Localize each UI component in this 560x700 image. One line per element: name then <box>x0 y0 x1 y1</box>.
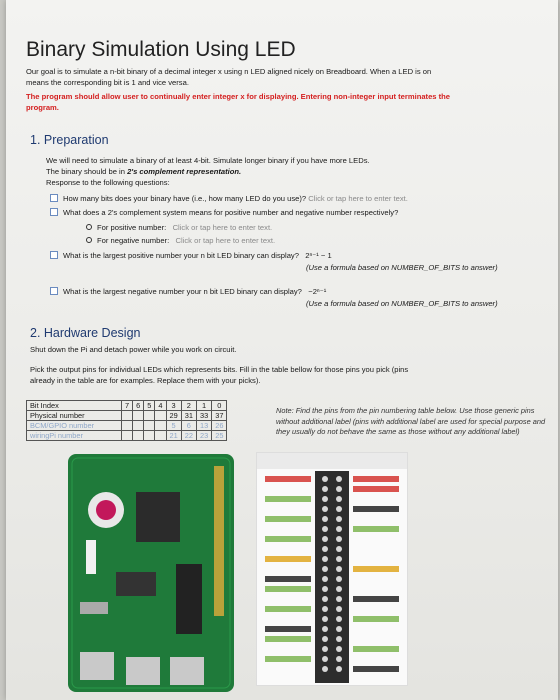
question-3-hint: (Use a formula based on NUMBER_OF_BITS to answer) <box>306 263 498 272</box>
table-cell[interactable] <box>122 411 133 421</box>
table-cell[interactable]: 25 <box>212 431 227 441</box>
bullet-icon <box>86 224 92 230</box>
checkbox[interactable] <box>50 287 58 295</box>
table-cell[interactable] <box>144 421 155 431</box>
intro-warning-2: program. <box>26 103 59 112</box>
question-1: How many bits does your binary have (i.e., how many LED do you use)? Click or tap here to enter text. <box>50 193 408 204</box>
table-cell[interactable] <box>122 431 133 441</box>
table-cell[interactable]: 3 <box>166 401 181 411</box>
table-cell[interactable]: 23 <box>196 431 211 441</box>
section-heading-preparation: 1. Preparation <box>30 133 109 147</box>
table-cell[interactable] <box>133 421 144 431</box>
section-heading-hardware: 2. Hardware Design <box>30 326 141 340</box>
pin-table <box>26 400 227 441</box>
checkbox[interactable] <box>50 251 58 259</box>
checkbox[interactable] <box>50 208 58 216</box>
table-cell[interactable]: 4 <box>155 401 166 411</box>
table-row <box>27 421 227 431</box>
table-cell[interactable] <box>155 421 166 431</box>
table-cell[interactable]: 21 <box>166 431 181 441</box>
table-cell[interactable] <box>144 411 155 421</box>
hw-line-1: Shut down the Pi and detach power while you work on circuit. <box>30 345 237 354</box>
negative-answer-row: For negative number: Click or tap here to enter text. <box>86 235 275 246</box>
positive-answer-row: For positive number: Click or tap here to enter text. <box>86 222 272 233</box>
gpio-pinout-diagram <box>257 453 407 685</box>
table-cell[interactable]: 33 <box>196 411 211 421</box>
question-4: What is the largest negative number your n bit LED binary can display? −2ⁿ⁻¹ <box>50 286 326 297</box>
answer-field[interactable]: Click or tap here to enter text. <box>172 223 273 232</box>
intro-warning-1: The program should allow user to continually enter integer x for displaying. Entering non-integer input terminates the <box>26 92 451 101</box>
pin-numbering-image <box>256 452 408 686</box>
table-cell[interactable]: 6 <box>181 421 196 431</box>
answer-formula[interactable]: −2ⁿ⁻¹ <box>308 287 327 296</box>
table-row <box>27 411 227 421</box>
prep-line-1: We will need to simulate a binary of at least 4-bit. Simulate longer binary if you have more LEDs. <box>46 156 370 165</box>
intro-line-2: means the corresponding bit is 1 and vice versa. <box>26 78 189 87</box>
table-cell[interactable] <box>133 411 144 421</box>
table-cell[interactable] <box>144 431 155 441</box>
table-cell[interactable]: 0 <box>212 401 227 411</box>
table-cell[interactable]: 22 <box>181 431 196 441</box>
table-cell[interactable]: 31 <box>181 411 196 421</box>
prep-line-3: Response to the following questions: <box>46 178 170 187</box>
table-cell[interactable]: 1 <box>196 401 211 411</box>
table-cell[interactable]: 2 <box>181 401 196 411</box>
raspberry-pi-board-image <box>66 452 236 694</box>
table-cell[interactable]: 29 <box>166 411 181 421</box>
bullet-icon <box>86 237 92 243</box>
row-label: wiringPi number <box>27 431 122 441</box>
row-label: Bit Index <box>27 401 122 411</box>
question-2: What does a 2's complement system means for positive number and negative number respectively? <box>50 207 398 218</box>
question-4-hint: (Use a formula based on NUMBER_OF_BITS to answer) <box>306 299 498 308</box>
row-label: BCM/GPIO number <box>27 421 122 431</box>
answer-formula[interactable]: 2ⁿ⁻¹ − 1 <box>305 251 332 260</box>
hw-line-3: already in the table are for examples. Replace them with your picks). <box>30 376 261 385</box>
table-cell[interactable]: 26 <box>212 421 227 431</box>
pin-note: Note: Find the pins from the pin numbering table below. Use those generic pins without additional label (pins with additional label are used for special purpose and they usually do not behave the same as those without any additional label) <box>276 406 546 437</box>
table-row <box>27 431 227 441</box>
table-cell[interactable] <box>155 431 166 441</box>
table-cell[interactable] <box>155 411 166 421</box>
answer-field[interactable]: Click or tap here to enter text. <box>308 194 408 203</box>
table-cell[interactable] <box>133 431 144 441</box>
table-cell[interactable]: 5 <box>144 401 155 411</box>
prep-line-2: The binary should be in 2's complement representation. <box>46 167 242 176</box>
question-3: What is the largest positive number your n bit LED binary can display? 2ⁿ⁻¹ − 1 <box>50 250 332 261</box>
table-cell[interactable]: 13 <box>196 421 211 431</box>
table-row <box>27 401 227 411</box>
table-cell[interactable]: 6 <box>133 401 144 411</box>
row-label: Physical number <box>27 411 122 421</box>
document-page <box>6 0 558 700</box>
checkbox[interactable] <box>50 194 58 202</box>
table-cell[interactable] <box>122 421 133 431</box>
page-title: Binary Simulation Using LED <box>26 38 296 61</box>
hw-line-2: Pick the output pins for individual LEDs which represents bits. Fill in the table bellow for those pins you pick (pins <box>30 365 409 374</box>
intro-line-1: Our goal is to simulate a n-bit binary of a decimal integer x using n LED aligned nicely on Breadboard. When a LED is on <box>26 67 432 76</box>
answer-field[interactable]: Click or tap here to enter text. <box>175 236 276 245</box>
table-cell[interactable]: 5 <box>166 421 181 431</box>
table-cell[interactable]: 7 <box>122 401 133 411</box>
table-cell[interactable]: 37 <box>212 411 227 421</box>
